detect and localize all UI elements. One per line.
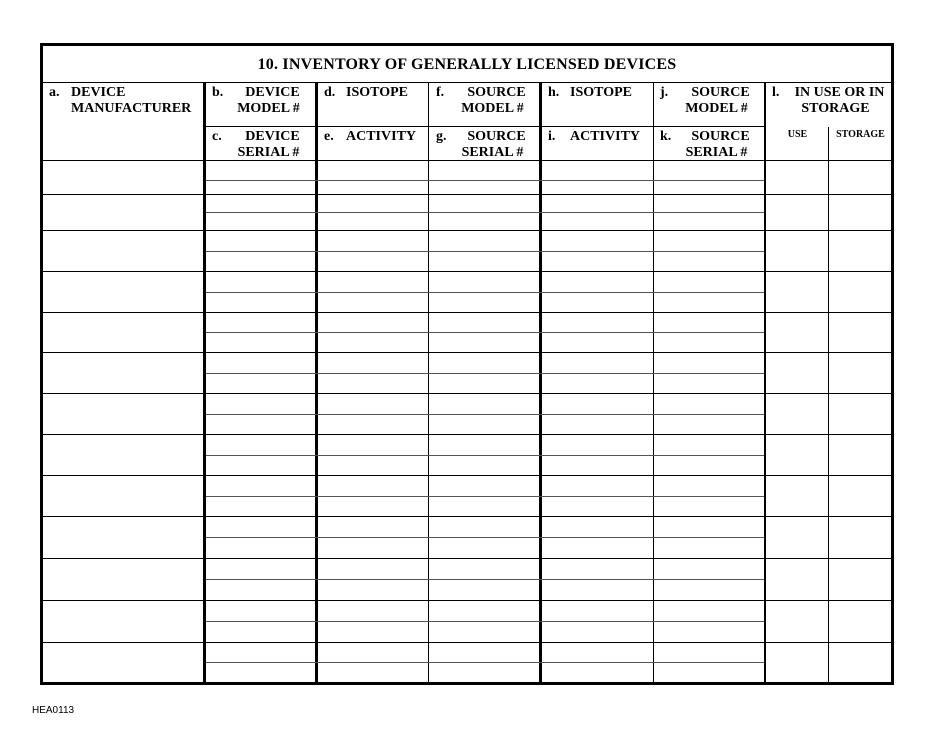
header-isotope-h: h. ISOTOPE (548, 85, 632, 100)
table-row[interactable] (43, 230, 891, 271)
header-source-serial-g: g. SOURCE SERIAL # (436, 129, 526, 160)
form-title: 10. INVENTORY OF GENERALLY LICENSED DEVICES (43, 46, 891, 83)
table-row[interactable] (43, 161, 891, 194)
inventory-form (40, 43, 894, 685)
header-device-model: b. DEVICE MODEL # (212, 85, 300, 116)
header-storage: STORAGE (836, 129, 885, 140)
table-row[interactable] (43, 271, 891, 312)
header-in-use-or-storage: l. IN USE OR IN STORAGE (772, 85, 885, 116)
header-source-model-j: j. SOURCE MODEL # (660, 85, 750, 116)
table-row[interactable] (43, 516, 891, 558)
header-activity-e: e. ACTIVITY (324, 129, 417, 144)
header-source-model-f: f. SOURCE MODEL # (436, 85, 526, 116)
header-device-serial: c. DEVICE SERIAL # (212, 129, 300, 160)
table-row[interactable] (43, 194, 891, 230)
table-row[interactable] (43, 352, 891, 393)
header-activity-i: i. ACTIVITY (548, 129, 641, 144)
form-code: HEA0113 (32, 705, 75, 716)
table-row[interactable] (43, 475, 891, 516)
header-device-manufacturer: a. DEVICE MANUFACTURER (49, 85, 192, 116)
table-row[interactable] (43, 642, 891, 682)
table-row[interactable] (43, 434, 891, 475)
table-row[interactable] (43, 558, 891, 600)
table-row[interactable] (43, 600, 891, 642)
header-use: USE (787, 129, 808, 140)
table-row[interactable] (43, 312, 891, 352)
table-row[interactable] (43, 393, 891, 434)
header-isotope-d: d. ISOTOPE (324, 85, 408, 100)
header-source-serial-k: k. SOURCE SERIAL # (660, 129, 750, 160)
